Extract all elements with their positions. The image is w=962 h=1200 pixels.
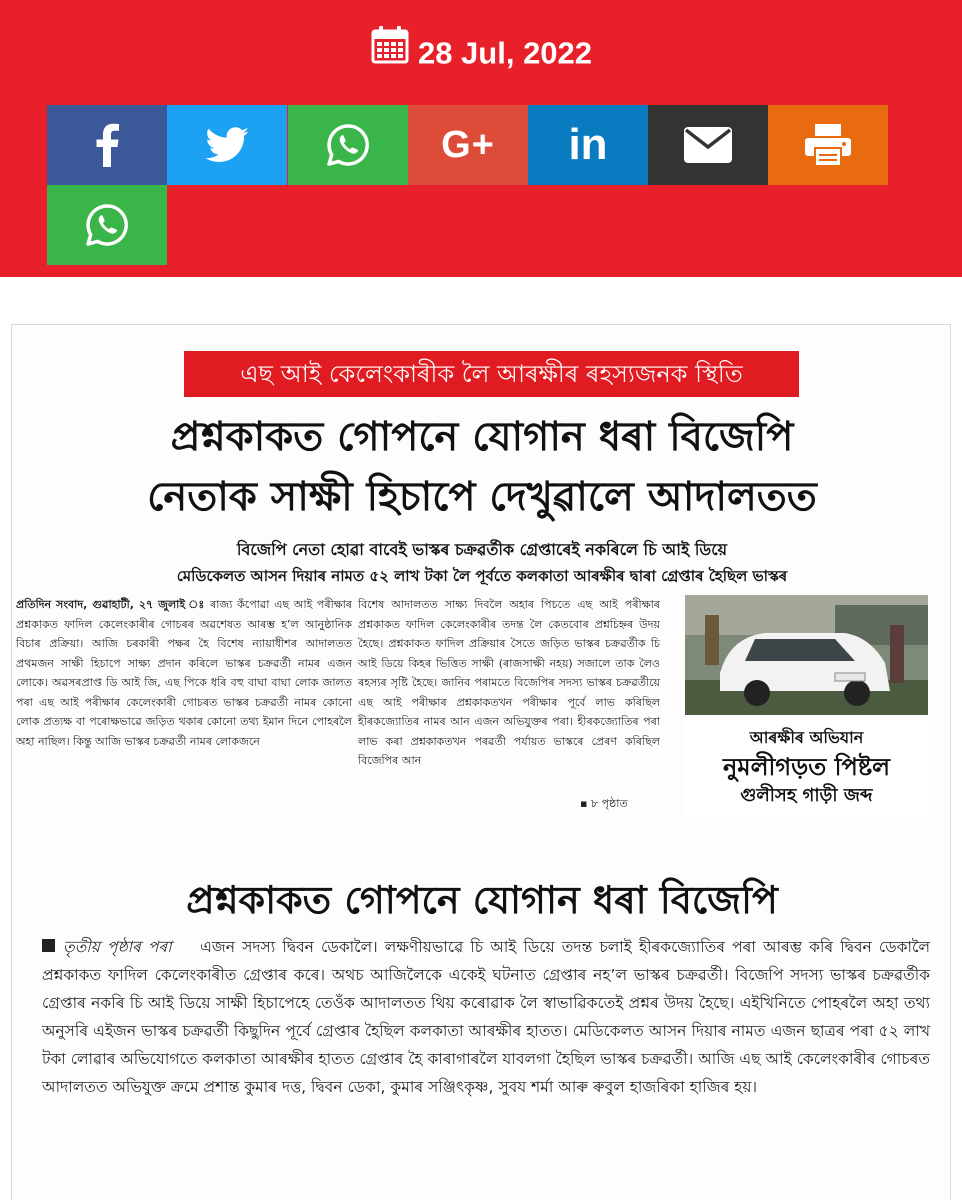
article-kicker: এছ আই কেলেংকাৰীক লৈ আৰক্ষীৰ ৰহস্যজনক স্থিতি xyxy=(184,351,799,397)
article-headline-2: প্ৰশ্নকাকত গোপনে যোগান ধৰা বিজেপি xyxy=(186,878,778,922)
linkedin-icon: in xyxy=(568,120,608,169)
share-facebook-button[interactable] xyxy=(47,105,167,185)
envelope-icon xyxy=(684,127,732,163)
article-body-2 xyxy=(42,933,930,1101)
share-whatsapp-button[interactable] xyxy=(288,105,408,185)
google-plus-icon: G+ xyxy=(441,123,495,166)
photo-caption-line3: গুলীসহ গাড়ী জব্দ xyxy=(740,785,873,806)
article-subhead-line1: বিজেপি নেতা হোৱা বাবেই ভাস্কৰ চক্ৰৱৰ্তীক গ্ৰেপ্তাৰেই নকৰিলে চি আই ডিয়ে xyxy=(236,540,728,559)
twitter-icon xyxy=(205,127,249,163)
photo-caption-line2: নুমলীগড়ত পিষ্টল xyxy=(722,753,891,781)
article-column-2 xyxy=(358,595,660,771)
article-column-2-text: বিশেষ আদালতত সাক্ষ্য দিবলৈ অহাৰ পিচতে এছ আই পৰীক্ষাৰ প্ৰশ্নকাকত ফাদিল কেলেংকাৰীৰ তদন্ত লৈ কেতবোৰ প্ৰশ্নচিহ্নৰ উদয় হৈছে। প্ৰশ্নকাকত ফাদিল প্ৰক্ৰিয়াৰ সৈতে জড়িত ভাস্কৰ চক্ৰৱৰ্তীক চি আই ডিয়ে কিহৰ ভিত্তিত সাক্ষী (ৰাজসাক্ষী নহয়) সজালে তাক লৈও ৰহস্যৰ সৃষ্টি হৈছে। জানিব পৰামতে বিজেপিৰ সদস্য ভাস্কৰ চক্ৰৱৰ্তীয়ে এছ আই পৰীক্ষাৰ প্ৰশ্নকাকতখন পৰীক্ষাৰ পূৰ্বে লাভ কৰিছিল হীৰকজ্যোতিৰ নামৰ আন এজন অভিযুক্তৰ পৰা। হীৰকজ্যোতিৰ পৰা লাভ কৰা প্ৰশ্নকাকতখন পৰৱৰ্তী পৰ্যায়ত ভাস্কৰে প্ৰেৰণ কৰিছিল বিজেপিৰ আন xyxy=(358,598,660,767)
share-whatsapp-button-2[interactable] xyxy=(47,185,167,265)
share-print-button[interactable] xyxy=(768,105,888,185)
share-email-button[interactable] xyxy=(648,105,768,185)
share-google-plus-button[interactable] xyxy=(408,105,528,185)
post-date xyxy=(0,28,962,83)
newspaper-clipping xyxy=(11,324,951,1200)
article-dateline: প্ৰতিদিন সংবাদ, গুৱাহাটী, ২৭ জুলাই ঃ xyxy=(16,598,206,611)
article-column-1 xyxy=(16,595,352,751)
share-linkedin-button[interactable] xyxy=(528,105,648,185)
facebook-icon xyxy=(92,123,122,167)
article-column-1-text: ৰাজ্য কঁপোৱা এছ আই পৰীক্ষাৰ প্ৰশ্নকাকত ফাদিল কেলেংকাৰীৰ গোচৰৰ অৱশেষত আৰম্ভ হ’ল আনুষ্ঠানিক বিচাৰ প্ৰক্ৰিয়া। আজি চৰকাৰী পক্ষৰ হৈ বিশেষ ন্যায়াধীশৰ আদালতত প্ৰথমজন সাক্ষী হিচাপে সাক্ষ্য প্ৰদান কৰিলে ভাস্কৰ চক্ৰৱৰ্তী নামৰ এজন লোকে। অৱসৰপ্ৰাপ্ত ডি আই জি, এছ পিকে ধৰি বহু বাঘা বাঘা লোক জালত পৰা এছ আই পৰীক্ষাৰ কেলেংকাৰী গোচৰত ভাস্কৰ চক্ৰৱৰ্তী নামৰ কোনো লোক প্ৰত্যক্ষ বা পৰোক্ষভাৱে জড়িত থকাৰ কোনো তথ্য ইমান দিনে পোহৰলৈ অহা নাছিল। কিন্তু আজি ভাস্কৰ চক্ৰৱৰ্তী নামৰ লোকজনে xyxy=(16,598,353,748)
whatsapp-icon xyxy=(85,203,129,247)
whatsapp-icon xyxy=(326,123,370,167)
photo-caption-line1: আৰক্ষীৰ অভিযান xyxy=(749,728,864,747)
share-twitter-button[interactable] xyxy=(167,105,287,185)
bullet-square-icon xyxy=(42,939,55,952)
article-subhead-line2: মেডিকেলত আসন দিয়াৰ নামত ৫২ লাখ টকা লৈ পূৰ্বতে কলকাতা আৰক্ষীৰ দ্বাৰা গ্ৰেপ্তাৰ হৈছিল ভাস্কৰ xyxy=(176,567,788,585)
calendar-icon xyxy=(370,25,410,80)
continued-from-label: তৃতীয় পৃষ্ঠাৰ পৰা xyxy=(63,938,172,956)
printer-icon xyxy=(805,124,851,166)
article-body-2-text: এজন সদস্য দ্বিবন ডেকালৈ। লক্ষণীয়ভাৱে চি আই ডিয়ে তদন্ত চলাই হীৰকজ্যোতিৰ পৰা আৰম্ভ কৰি দ্বিবন ডেকালৈ প্ৰশ্নকাকত ফাদিল কেলেংকাৰীত গ্ৰেপ্তাৰ কৰে। অথচ আজিলৈকে একেই ঘটনাত গ্ৰেপ্তাৰ নহ’ল ভাস্কৰ চক্ৰৱৰ্তী। বিজেপি সদস্য ভাস্কৰ চক্ৰৱৰ্তীক গ্ৰেপ্তাৰ নকৰি চি আই ডিয়ে সাক্ষী হিচাপেহে তেওঁক আদালতত থিয় কৰোৱাক লৈ স্বাভাৱিকতেই প্ৰশ্নৰ উদয় হৈছে। এইখিনিতে পোহৰলৈ অহা তথ্য অনুসৰি এইজন ভাস্কৰ চক্ৰৱৰ্তী কিছুদিন পূৰ্বে গ্ৰেপ্তাৰ হৈছিল কলকাতা আৰক্ষীৰ হাতত। মেডিকেলত আসন দিয়াৰ নামত এজন ছাত্ৰৰ পৰা ৫২ লাখ টকা লোৱাৰ অভিযোগতে কলকাতা আৰক্ষীৰ হাতত গ্ৰেপ্তাৰ হৈ কাৰাগাৰলৈ যাবলগা হৈছিল ভাস্কৰ চক্ৰৱৰ্তী। আজি এছ আই কেলেংকাৰীৰ গোচৰত আদালতত অভিযুক্ত ক্ৰমে প্ৰশান্ত কুমাৰ দত্ত, দ্বিবন ডেকা, কুমাৰ সঞ্জিৎকৃষ্ণ, সুবয শৰ্মা আৰু ৰুবুল হাজৰিকা হাজিৰ হয়। xyxy=(42,938,931,1096)
article-headline-line1: প্ৰশ্নকাকত গোপনে যোগান ধৰা বিজেপি xyxy=(170,414,794,460)
news-photo-car xyxy=(685,595,928,715)
photo-caption xyxy=(685,717,928,817)
article-headline-line2: নেতাক সাক্ষী হিচাপে দেখুৱালে আদালতত xyxy=(147,474,817,520)
continued-marker: ▪ ৮ পৃষ্ঠাত xyxy=(580,797,628,810)
top-banner xyxy=(0,0,962,277)
post-date-text: 28 Jul, 2022 xyxy=(417,35,593,71)
